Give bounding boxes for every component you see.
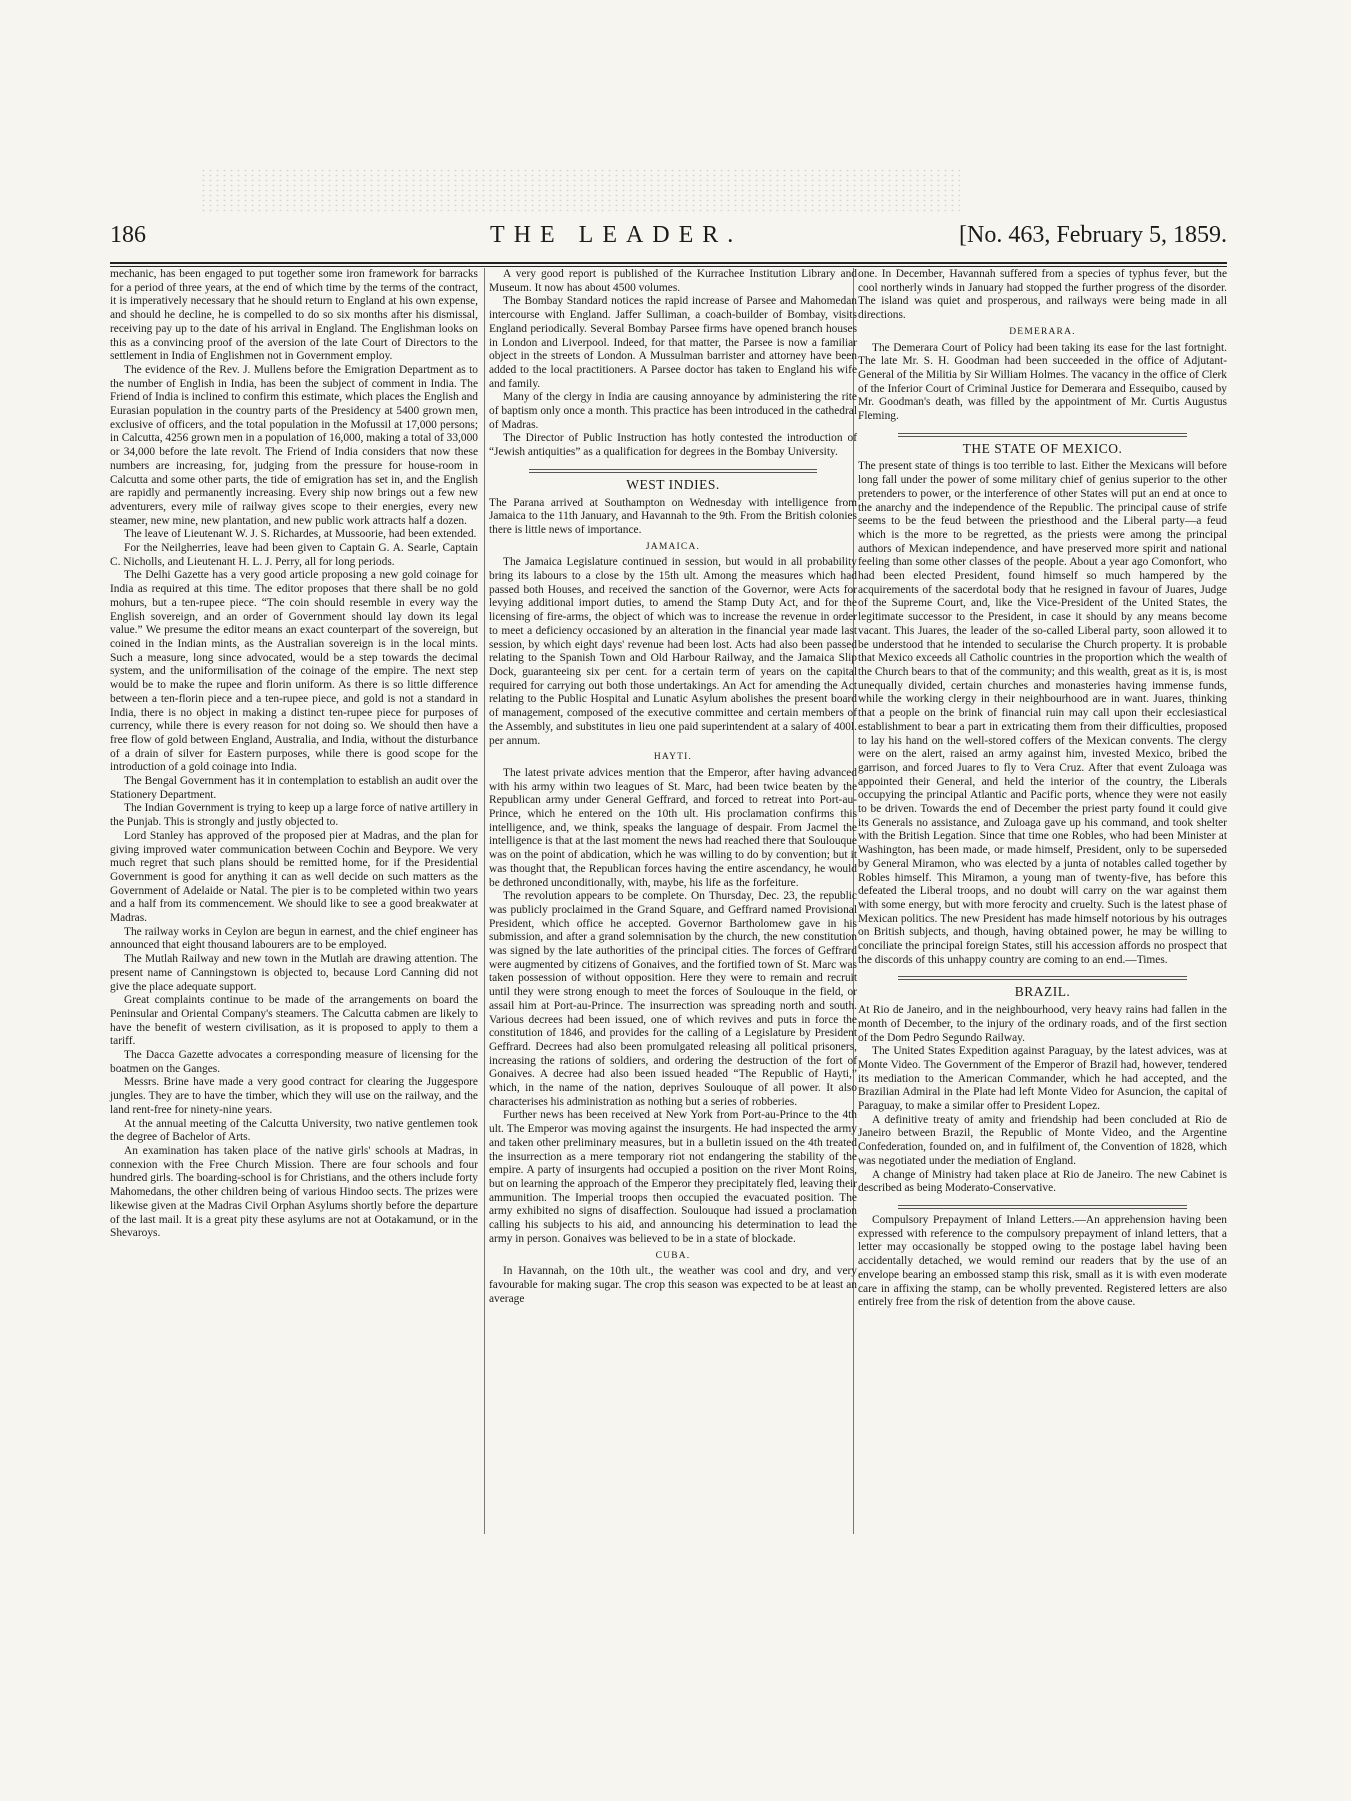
article-paragraph: A definitive treaty of amity and friendship had been concluded at Rio de Janeiro between Brazil, the Republic of Monte Video, and the Argentine Confederation, founded on, and in fulfilment of, the Convention of 1828, which was negotiated under the mediation of England. bbox=[858, 1113, 1227, 1167]
masthead-rule bbox=[110, 262, 1227, 267]
article-paragraph: A very good report is published of the Kurrachee Institution Library and Museum. It now has about 4500 volumes. bbox=[489, 268, 857, 294]
article-paragraph: The Demerara Court of Policy had been taking its ease for the last fortnight. The late Mr. S. H. Goodman had been succeeded in the office of Adjutant-General of the Militia by Sir William Holmes. The vacancy in the office of Clerk of the Inferior Court of Criminal Justice for Demerara and Essequibo, caused by Mr. Goodman's death, was filled by the appointment of Mr. Curtis Augustus Fleming. bbox=[858, 341, 1227, 423]
section-rule bbox=[898, 1205, 1187, 1209]
article-paragraph: The Bengal Government has it in contemplation to establish an audit over the Stationery Department. bbox=[110, 775, 478, 801]
article-paragraph: Lord Stanley has approved of the proposed pier at Madras, and the plan for giving improved water communication between Cochin and Beypore. We very much regret that such plans should be remitted home, for if the Presidential Government is good for anything it can as well decide on such matters as the Government of Adelaide or Natal. The pier is to be completed within two years and a half from its commencement. We should like to see a good breakwater at Madras. bbox=[110, 829, 478, 925]
article-paragraph: The evidence of the Rev. J. Mullens before the Emigration Department as to the number of English in India, has been the subject of comment in India. The Friend of India is inclined to confirm this estimate, which places the English and Eurasian population in the country parts of the Presidency at 5400 grown men, exclusive of officers, and the total population in the Mofussil at 17,000 persons; in Calcutta, 4256 grown men in a population of 16,000, making a total of 33,000 or 34,000 before the late revolt. The Friend of India considers that now these numbers are increasing, for, judging from the pressure for house-room in Calcutta and some other parts, the tide of emigration has set in, and the English are rapidly and permanently increasing. Every ship now brings out a few new adventurers, every mile of railway gives scope to their energies, every new steamer, new mine, new plantation, and new public work attracts half a dozen. bbox=[110, 363, 478, 527]
section-heading: BRAZIL. bbox=[1014, 984, 1071, 1000]
section-heading: WEST INDIES. bbox=[626, 476, 720, 492]
column-3 bbox=[858, 268, 1227, 1310]
section-subheading: DEMERARA. bbox=[1009, 326, 1076, 337]
article-paragraph: mechanic, has been engaged to put together some iron framework for barracks for a period of three years, at the end of which time by the terms of the contract, it is imperatively necessary that he should return to England at his own expense, and should he decline, he is compelled to do so six months after his dismissal, receiving pay up to the date of his arrival in England. The Englishman looks on this as a convincing proof of the aversion of the late Court of Directors to the settlement in India of Englishmen not in Government employ. bbox=[110, 268, 478, 363]
section-subheading: CUBA. bbox=[655, 1250, 691, 1261]
article-paragraph: A change of Ministry had taken place at Rio de Janeiro. The new Cabinet is described as being Moderato-Conservative. bbox=[858, 1168, 1227, 1195]
article-paragraph: The Parana arrived at Southampton on Wednesday with intelligence from Jamaica to the 11th January, and Havannah to the 9th. From the British colonies there is little news of importance. bbox=[489, 496, 857, 536]
article-paragraph: The Delhi Gazette has a very good article proposing a new gold coinage for India as required at this time. The editor proposes that there shall be no gold mohurs, but a ten-rupee piece. “The coin should resemble in every way the English sovereign, and an order of Government should lay down its legal value.” We presume the editor means an exact counterpart of the sovereign, but coined in the Indian mints, as the Australian sovereign is in the local mints. Such a measure, long since advocated, would be a step towards the decimal system, and the uniformilisation of the coinage of the empire. The next step would be to make the rupee and florin uniform. As there is so little difference between a ten-florin piece and a ten-rupee piece, and gold is not a standard in India, there is no object in making a distinct ten-rupee piece for purposes of currency, while there is every reason for not doing so. We should then have a free flow of gold between England, Australia, and India, without the disturbance of a drain of silver for Eastern purposes, while there is good scope for the introduction of a gold coinage into India. bbox=[110, 569, 478, 774]
article-paragraph: For the Neilgherries, leave had been given to Captain G. A. Searle, Captain C. Nicholls, and Lieutenant H. L. J. Perry, all for long periods. bbox=[110, 542, 478, 568]
article-paragraph: The present state of things is too terrible to last. Either the Mexicans will before long fall under the power of some military chief of genius superior to the other pretenders to power, or the interference of other States will put an end at once to the anarchy and the independence of the Republic. The principal cause of strife seems to be the feud between the priesthood and the Liberal party—a feud which is the more to be regretted, as the priests were among the principal authors of Mexican independence, and have preserved more spirit and national feeling than some other classes of the people. About a year ago Comonfort, who had been elected President, found himself so much hampered by the acquirements of the sacerdotal body that he resigned in favour of Juares, Judge of the Supreme Court, and, like the Vice-President of the United States, the legitimate successor to the President, in case it should by any means become vacant. This Juares, the leader of the so-called Liberal party, soon allowed it to be understood that he intended to secularise the Church property. It is probable that Mexico exceeds all Catholic countries in the proportion which the wealth of the Church bears to that of the community; and this wealth, great as it is, is most unequally divided, certain churches and monasteries having immense funds, while the working clergy in their neighbourhood are in want. Juares, thinking that a people on the brink of financial ruin may call upon their ecclesiastical establishment to bear a part in extricating them from their difficulties, proposed to lay his hand on the well-stored coffers of the Mexican convents. The clergy were on the alert, raised an army against him, invested Mexico, bribed the garrison, and forced Juares to fly to Vera Cruz. After that event Zuloaga was appointed their General, and held the interior of the country, the Liberals occupying the principal Atlantic and Pacific ports, whence they were not easily to be driven. Towards the end of December the priest party found it could give its Generals no assistance, and Zuloaga gave up his command, and took shelter with the British Legation. Since that time one Robles, who had been Minister at Washington, has been made, or made himself, President, only to be superseded by General Miramon, who was elected by a junta of notables called together by Robles himself. This Miramon, a young man of twenty-five, has before this defeated the Liberal troops, and no doubt will carry on the war against them with some energy, but with more ferocity and cruelty. Such is the latest phase of Mexican politics. The new President has made himself notorious by his outrages on British subjects, and though, having obtained power, he may be willing to conciliate the principal foreign States, still his accession affords no prospect that the discords of this unhappy country are coming to an end.—Times. bbox=[858, 460, 1227, 966]
article-paragraph: The railway works in Ceylon are begun in earnest, and the chief engineer has announced that eight thousand labourers are to be employed. bbox=[110, 925, 478, 952]
section-rule bbox=[898, 433, 1187, 437]
column-2 bbox=[489, 268, 857, 1306]
article-paragraph: An examination has taken place of the native girls' schools at Madras, in connexion with the Free Church Mission. There are four schools and four hundred girls. The boarding-school is for Christians, and the others include forty Mahomedans, the other children being of various Hindoo sects. The prizes were likewise given at the Madras Civil Orphan Asylums shortly before the departure of the last mail. It is a great pity these asylums are not at Ootakamund, or in the Shevaroys. bbox=[110, 1145, 478, 1240]
masthead bbox=[110, 222, 1227, 260]
column-divider bbox=[484, 268, 485, 1534]
article-paragraph: At the annual meeting of the Calcutta University, two native gentlemen took the degree of Bachelor of Arts. bbox=[110, 1117, 478, 1144]
article-paragraph: Further news has been received at New York from Port-au-Prince to the 4th ult. The Emperor was moving against the insurgents. He had inspected the army and taken other preliminary measures, but in a bulletin issued on the 4th treated the insurrection as a mere temporary riot not endangering the stability of the empire. A party of insurgents had occupied a position on the river Mont Roins, but on learning the approach of the Emperor they precipitately fled, leaving their ammunition. The Imperial troops then occupied the evacuated position. The army exhibited no signs of disaffection. Soulouque had issued a proclamation calling his subjects to his aid, and announcing his determination to lead the army in person. Gonaives was believed to be in a state of blockade. bbox=[489, 1109, 857, 1245]
article-paragraph: The revolution appears to be complete. On Thursday, Dec. 23, the republic was publicly proclaimed in the Grand Square, and Geffrard named Provisional President, which office he accepted. Governor Bartholomew gave in his submission, and after a grand solemnisation by the church, the new constitution was signed by the late authorities of the principal cities. The forces of Geffrard were augmented by citizens of Gonaives, and the fortified town of St. Marc was taken possession of without opposition. Here they were to remain and recruit until they were strong enough to meet the forces of Soulouque in the field, or assail him at Port-au-Prince. The insurrection was spreading north and south. Various decrees had been issued, one of which revives and puts in force the constitution of 1846, and provides for the calling of a Legislature by President Geffrard. Decrees had also been promulgated releasing all political prisoners, increasing the rations of soldiers, and ordering the destruction of the fort of Gonaives. A decree had also been issued headed “The Republic of Hayti,” which, in the name of the nation, deprives Soulouque of all power. It also characterises his administration as nothing but a series of robberies. bbox=[489, 890, 857, 1108]
article-paragraph: At Rio de Janeiro, and in the neighbourhood, very heavy rains had fallen in the month of December, to the injury of the ordinary roads, and of the first section of the Dom Pedro Segundo Railway. bbox=[858, 1004, 1227, 1044]
article-paragraph: Messrs. Brine have made a very good contract for clearing the Juggespore jungles. They are to have the timber, which they will use on the railway, and the land rent-free for ninety-nine years. bbox=[110, 1076, 478, 1116]
article-paragraph: The Indian Government is trying to keep up a large force of native artillery in the Punjab. This is strongly and justly objected to. bbox=[110, 802, 478, 829]
article-paragraph: The United States Expedition against Paraguay, by the latest advices, was at Monte Video. The Government of the Emperor of Brazil had, however, tendered its mediation to the American Commander, which he had accepted, and the Brazilian Admiral in the Plate had left Monte Video for Asuncion, the capital of Paraguay, to make a similar offer to President Lopez. bbox=[858, 1045, 1227, 1113]
article-paragraph: Many of the clergy in India are causing annoyance by administering the rite of baptism only once a month. This practice has been introduced in the cathedral of Madras. bbox=[489, 391, 857, 431]
article-paragraph: The Bombay Standard notices the rapid increase of Parsee and Mahomedan intercourse with England. Jaffer Sulliman, a coach-builder of Bombay, visits England periodically. Several Bombay Parsee firms have opened branch houses in London and Liverpool. Indeed, for that matter, the Parsee is now a familiar object in the streets of London. A Mussulman barrister and attorney have been added to the local practitioners. A Parsee doctor has taken to England his wife and family. bbox=[489, 295, 857, 390]
article-paragraph: one. In December, Havannah suffered from a species of typhus fever, but the cool northerly winds in January had stopped the further progress of the disorder. The island was quiet and prosperous, and railways were being made in all directions. bbox=[858, 268, 1227, 322]
article-paragraph: Compulsory Prepayment of Inland Letters.—An apprehension having been expressed with reference to the compulsory prepayment of inland letters, that a letter may occasionally be stopped owing to the postage label having been accidentally detached, we would remind our readers that by the use of an envelope bearing an embossed stamp this risk, small as it is with even moderate care in affixing the stamp, can be wholly prevented. Registered letters are also entirely free from the risk of detention from the above cause. bbox=[858, 1214, 1227, 1309]
section-subheading: JAMAICA. bbox=[645, 541, 701, 552]
article-paragraph: In Havannah, on the 10th ult., the weather was cool and dry, and very favourable for making sugar. The crop this season was expected to be at least an average bbox=[489, 1265, 857, 1305]
section-rule bbox=[529, 469, 817, 473]
issue-info: [No. 463, February 5, 1859. bbox=[959, 222, 1227, 248]
article-paragraph: The leave of Lieutenant W. J. S. Richardes, at Mussoorie, had been extended. bbox=[124, 528, 477, 541]
article-paragraph: The Jamaica Legislature continued in session, but would in all probability bring its labours to a close by the 15th ult. Among the measures which had passed both Houses, and received the sanction of the Governor, were Acts for levying additional import duties, to amend the Stamp Duty Act, and for the licensing of fire-arms, the object of which was to increase the revenue in order to meet a deficiency occasioned by an alteration in the financial year made last session, by which eight days' revenue had been lost. Acts had also been passed relating to the Spanish Town and Old Harbour Railway, and the Jamaica Slip Dock, guaranteeing six per cent. for a certain term of years on the capital required for carrying out both those undertakings. An Act for amending the Act relating to the Public Hospital and Lunatic Asylum abolishes the present board of management, composed of the executive committee and certain members of the Assembly, and substitutes in lieu one paid superintendent at a salary of 400l. per annum. bbox=[489, 556, 857, 747]
section-heading: THE STATE OF MEXICO. bbox=[962, 440, 1123, 456]
section-rule bbox=[898, 976, 1187, 980]
section-subheading: HAYTI. bbox=[653, 752, 693, 763]
article-paragraph: Great complaints continue to be made of the arrangements on board the Peninsular and Oriental Company's steamers. The Calcutta cabmen are likely to have the benefit of western civilisation, as it is proposed to apply to them a tariff. bbox=[110, 994, 478, 1048]
paper-speckle bbox=[200, 168, 960, 212]
article-paragraph: The Mutlah Railway and new town in the Mutlah are drawing attention. The present name of Canningstown is objected to, because Lord Canning did not give the place adequate support. bbox=[110, 953, 478, 993]
article-paragraph: The Dacca Gazette advocates a corresponding measure of licensing for the boatmen on the Ganges. bbox=[110, 1049, 478, 1075]
column-1 bbox=[110, 268, 478, 1241]
page-number: 186 bbox=[110, 222, 146, 248]
article-paragraph: The latest private advices mention that the Emperor, after having advanced with his army within two leagues of St. Marc, had been twice beaten by the Republican army under General Geffrard, and forced to retreat into Port-au-Prince, which he entered on the 10th ult. His proclamation confirms this intelligence, and, we think, speaks the language of despair. From Jacmel the intelligence is that at the last moment the news had reached there that Soulouque was on the point of abdication, which he was willing to do by convention; but it was thought that, the Republican forces having the entire ascendancy, he would be dethroned unconditionally, with, maybe, his life as the forfeiture. bbox=[489, 766, 857, 889]
article-paragraph: The Director of Public Instruction has hotly contested the introduction of “Jewish antiquities” as a qualification for degrees in the Bombay University. bbox=[489, 432, 857, 459]
newspaper-title: THE LEADER. bbox=[490, 222, 743, 248]
